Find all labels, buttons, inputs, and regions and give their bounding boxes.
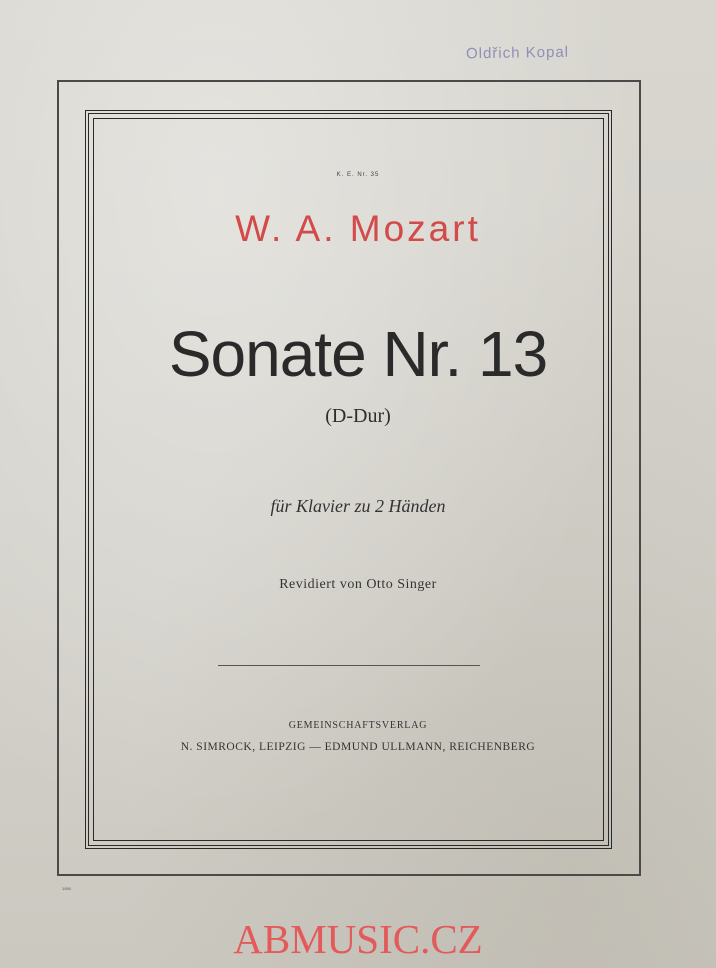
work-title: Sonate Nr. 13 <box>168 318 548 390</box>
reviser: Revidiert von Otto Singer <box>279 577 437 592</box>
publisher-heading: GEMEINSCHAFTSVERLAG <box>288 720 428 731</box>
publisher-names: N. SIMROCK, LEIPZIG — EDMUND ULLMANN, REICHENBERG <box>180 741 536 753</box>
catalog-number: K. E. Nr. 35 <box>336 172 380 178</box>
work-key: (D-Dur) <box>325 405 391 427</box>
plate-mark: 1950 <box>62 886 71 891</box>
divider <box>218 665 480 666</box>
instrumentation: für Klavier zu 2 Händen <box>270 496 446 516</box>
watermark: ABMUSIC.CZ <box>233 916 483 962</box>
owner-stamp: Oldřich Kopal <box>465 43 570 63</box>
composer-name: W. A. Mozart <box>235 208 481 249</box>
